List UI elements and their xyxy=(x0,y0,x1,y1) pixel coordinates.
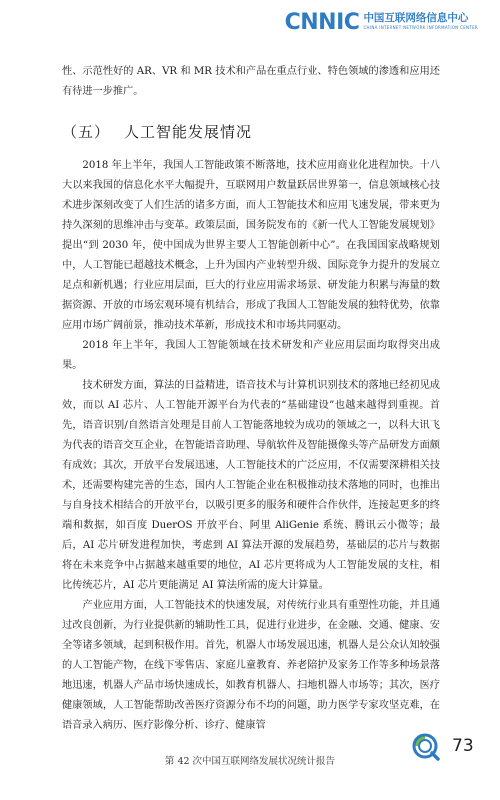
body-paragraph: 2018 年上半年，我国人工智能领域在技术研发和产业应用层面均取得突出成果。 xyxy=(62,340,440,371)
magnifier-report-icon xyxy=(410,731,440,761)
header-logo xyxy=(285,12,478,34)
org-name-cn: 中国互联网络信息中心 xyxy=(363,12,469,24)
section-number: （五） xyxy=(62,123,111,141)
body-paragraph: 技术研发方面，算法的日益精进，语音技术与计算机识别技术的落地已经初见成效，而以 AI 芯片、人工智能开源平台为代表的“基础建设”也越来越得到重视。首先，语音识别/自然语言处理是目前人工智能落地较为成功的领域之一，以科大讯飞为代表的语音交互企业，在智能语音助理、导航软件及智能摄像头等产品研发方面颇有成效；其次，开放平台发展迅速，人工智能技术的广泛应用，不仅需要深耕相关技术，还需要构建完善的生态，国内人工智能企业在积极推动技术落地的同时，也推出与自身技术相结合的开放平台，以吸引更多的服务和硬件合作伙伴，连接起更多的终端和数据，如百度 DuerOS 开放平台、阿里 AliGenie 系统、腾讯云小微等；最后，AI 芯片研发进程加快，考虑到 AI 算法开源的发展趋势，基础层的芯片与数据将在未来竞争中占据越来越重要的地位，AI 芯片更将成为人工智能发展的支柱，相比传统芯片，AI 芯片更能满足 AI 算法所需的庞大计算量。 xyxy=(62,380,440,591)
cnnic-logo-text: CNNIC xyxy=(284,10,360,35)
body-paragraph: 2018 年上半年，我国人工智能政策不断落地，技术应用商业化进程加快。十八大以来我国的信息化水平大幅提升，互联网用户数量跃居世界第一，信息领域核心技术进步深刻改变了人们生活的诸多方面，而人工智能技术和应用飞速发展，带来更为持久深刻的思维冲击与变革。政策层面，国务院发布的《新一代人工智能发展规划》提出“到 2030 年，使中国成为世界主要人工智能创新中心”。在我国国家战略规划中，人工智能已超越技术概念，上升为国内产业转型升级、国际竞争力提升的发展立足点和新机遇；行业应用层面，巨大的行业应用需求场景、研发能力积累与海量的数据资源、开放的市场宏观环境有机结合，形成了我国人工智能发展的独特优势，依靠应用市场广阔前景，推动技术革新，形成技术和市场共同驱动。 xyxy=(62,160,440,331)
section-title: 人工智能发展情况 xyxy=(124,123,253,141)
footer-report-title: 第 42 次中国互联网络发展状况统计报告 xyxy=(164,756,336,767)
section-heading xyxy=(62,122,440,142)
page-content xyxy=(62,62,440,736)
body-paragraph: 产业应用方面，人工智能技术的快速发展，对传统行业具有重塑性功能，并且通过改良创新，为行业提供新的辅助性工具，促进行业进步，在金融、交通、健康、安全等诸多领域，起到积极作用。首先，机器人市场发展迅速，机器人是公众认知较强的人工智能产物，在线下零售店、家庭儿童教育、养老陪护及家务工作等多种场景落地迅速，机器人产品市场快速成长，如教育机器人、扫地机器人市场等；其次，医疗健康领域，人工智能帮助改善医疗资源分布不均的问题，助力医学专家攻坚克难，在语音录入病历、医疗影像分析、诊疗、健康管 xyxy=(62,600,440,731)
continuation-paragraph: 性、示范性好的 AR、VR 和 MR 技术和产品在重点行业、特色领域的渗透和应用还有待进一步推广。 xyxy=(62,66,440,97)
org-name-en: CHINA INTERNET NETWORK INFORMATION CENTER xyxy=(363,25,478,30)
page-number: 73 xyxy=(452,736,474,756)
org-name-block xyxy=(363,12,478,31)
